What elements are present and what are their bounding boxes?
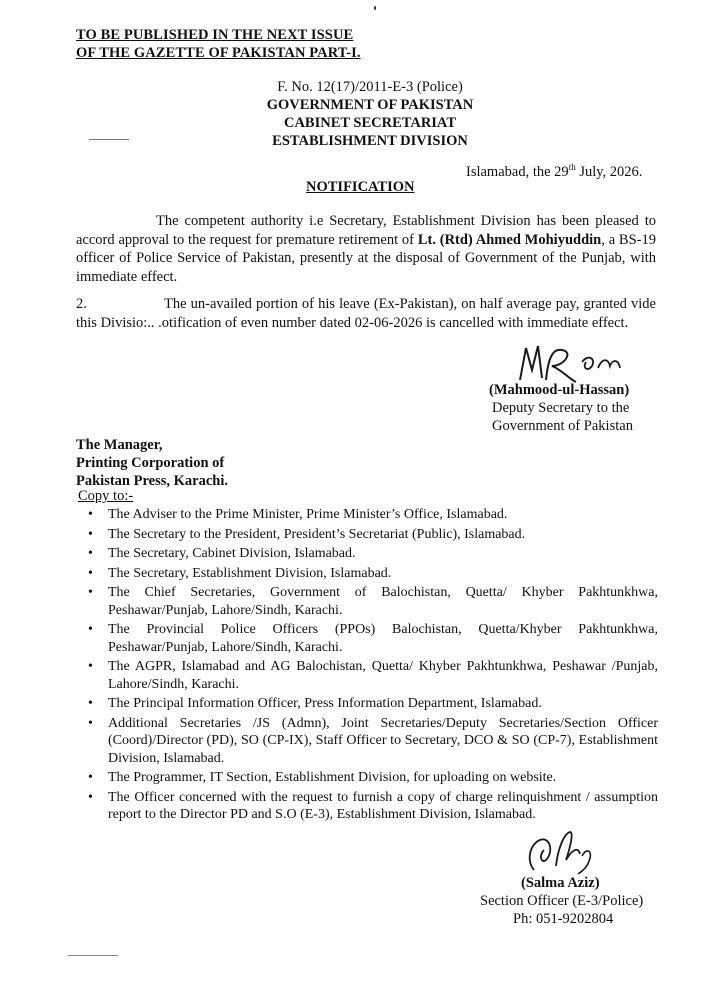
government-heading: GOVERNMENT OF PAKISTAN <box>266 97 474 113</box>
scan-speck <box>68 955 118 956</box>
addressee-line1: The Manager, <box>76 437 163 453</box>
bullet-icon: • <box>88 622 93 638</box>
date-line <box>466 162 642 181</box>
division-heading: ESTABLISHMENT DIVISION <box>272 133 468 149</box>
date-prefix: Islamabad, the 29 <box>466 163 569 180</box>
letterhead <box>200 78 540 150</box>
copy-to-label: Copy to:- <box>78 488 134 504</box>
copy-to-list <box>86 506 658 826</box>
list-item: • The Chief Secretaries, Government of Balochistan, Quetta/ Khyber Pakhtunkhwa, Peshawar/Punjab, Lahore/Sindh, Karachi. <box>88 585 658 618</box>
list-item: • The Secretary to the President, President’s Secretariat (Public), Islamabad. <box>88 526 526 542</box>
gazette-header-line2: OF THE GAZETTE OF PAKISTAN PART-I. <box>76 45 361 61</box>
list-item: • The AGPR, Islamabad and AG Balochistan, Quetta/ Khyber Pakhtunkhwa, Peshawar /Punjab, Lahore/Sindh, Karachi. <box>88 659 658 692</box>
date-suffix: th <box>568 162 576 172</box>
bullet-icon: • <box>88 715 93 731</box>
signatory1-designation2: Government of Pakistan <box>492 418 633 434</box>
signatory1-name: (Mahmood-ul-Hassan) <box>489 382 630 398</box>
officer-name: Lt. (Rtd) Ahmed Mohiyuddin <box>417 231 602 248</box>
bullet-icon: • <box>88 770 93 786</box>
date-rest: July, 2026. <box>575 163 643 180</box>
bullet-icon: • <box>88 546 93 562</box>
list-item: • The Officer concerned with the request to furnish a copy of charge relinquishment / assumption report to the Director PD and S.O (E-3), Establishment Division, Islamabad. <box>88 789 658 823</box>
list-item: • The Adviser to the Prime Minister, Prime Minister’s Office, Islamabad. <box>88 507 508 522</box>
bullet-icon: • <box>88 789 93 805</box>
scan-speck <box>374 6 376 10</box>
list-item: • Additional Secretaries /JS (Admn), Joint Secretaries/Deputy Secretaries/Section Officer (Coord)/Director (PD), SO (CP-IX), Staff Officer to Secretary, DCO & SO (CP-7), Establishment Division, Islamabad. <box>88 715 658 766</box>
paragraph-2 <box>76 295 656 332</box>
addressee-line3: Pakistan Press, Karachi. <box>76 473 228 489</box>
notification-title: NOTIFICATION <box>306 179 415 195</box>
scan-speck <box>89 139 129 140</box>
secretariat-heading: CABINET SECRETARIAT <box>283 115 457 131</box>
bullet-icon: • <box>88 565 93 581</box>
file-number: F. No. 12(17)/2011-E-3 (Police) <box>277 79 463 95</box>
list-item: • The Programmer, IT Section, Establishment Division, for uploading on website. <box>88 770 557 786</box>
list-item: • The Principal Information Officer, Press Information Department, Islamabad. <box>88 696 542 712</box>
list-item: • The Secretary, Cabinet Division, Islamabad. <box>88 546 356 562</box>
list-item: • The Secretary, Establishment Division, Islamabad. <box>88 565 392 581</box>
list-item: • The Provincial Police Officers (PPOs) Balochistan, Quetta/Khyber Pakhtunkhwa, Peshawar/Punjab, Lahore/Sindh, Karachi. <box>88 622 658 655</box>
bullet-icon: • <box>88 696 93 712</box>
signatory2-designation: Section Officer (E-3/Police) <box>480 893 644 909</box>
paragraph-1 <box>76 212 656 286</box>
bullet-icon: • <box>88 585 93 601</box>
signatory2-phone: Ph: 051-9202804 <box>513 911 614 927</box>
para1-before: The competent authority i.e Secretary, Establishment Division has been pleased to accord approval to the request for premature retirement of <box>76 213 656 248</box>
bullet-icon: • <box>88 507 93 522</box>
addressee-line2: Printing Corporation of <box>76 455 225 471</box>
gazette-header-line1: TO BE PUBLISHED IN THE NEXT ISSUE <box>76 27 354 43</box>
bullet-icon: • <box>88 526 93 542</box>
para1-after: , a BS-19 officer of Police Service of Pakistan, presently at the disposal of Government of the Punjab, with immediate effect. <box>76 231 656 285</box>
para2-number: 2. <box>76 296 87 312</box>
bullet-icon: • <box>88 659 93 675</box>
signature-salma <box>520 826 610 878</box>
para2-text: The un-availed portion of his leave (Ex-Pakistan), on half average pay, granted vide this Divisio:.. .otification of even number dated 02-06-2026 is cancelled with immediate effect. <box>76 296 656 331</box>
signatory2-name: (Salma Aziz) <box>521 875 600 891</box>
signatory1-designation1: Deputy Secretary to the <box>492 400 630 416</box>
